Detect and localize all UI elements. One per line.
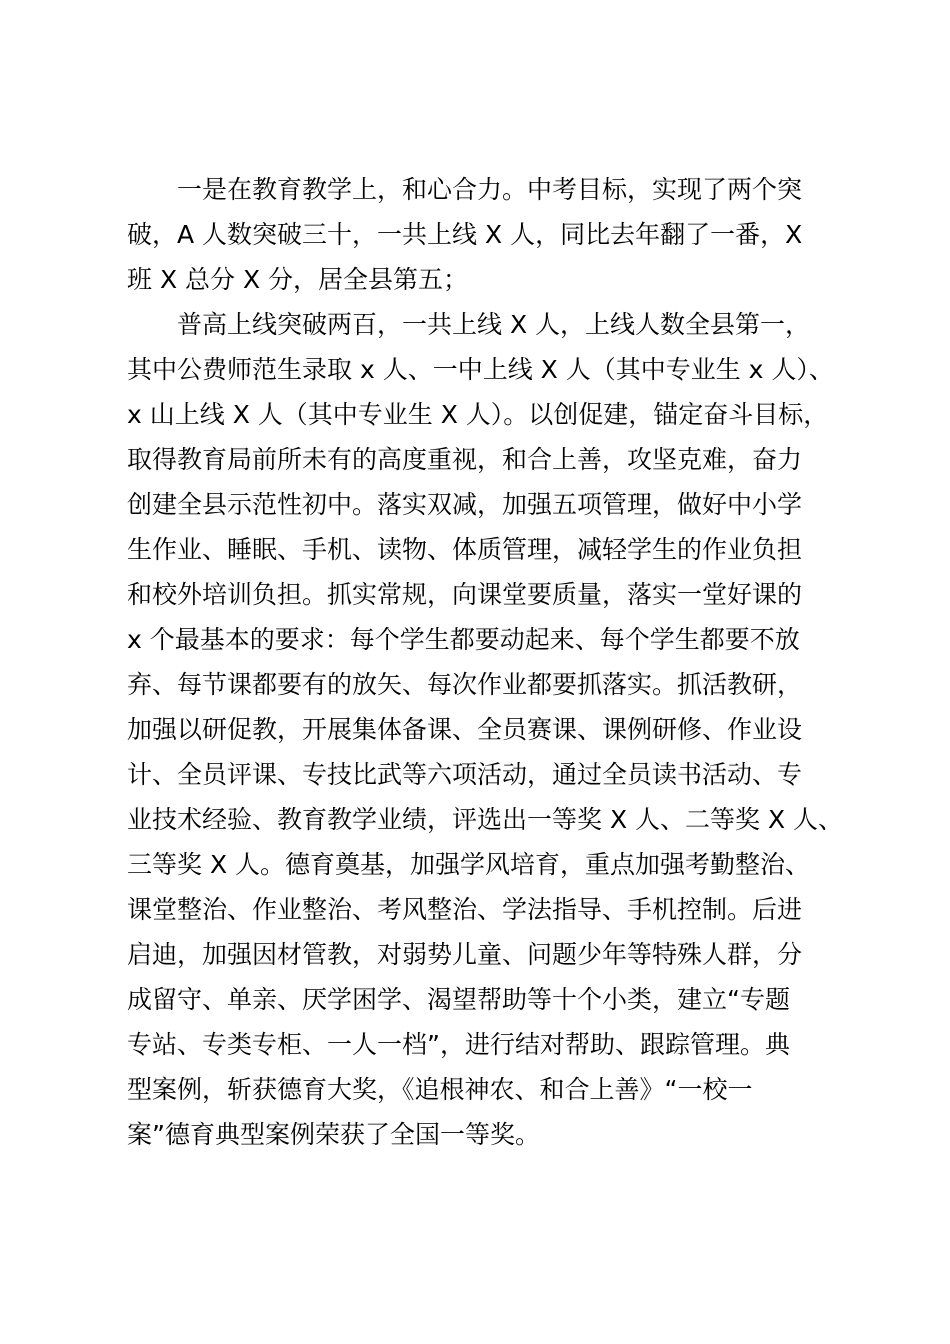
text-line: 课堂整治、作业整治、考风整治、学法指导、手机控制。后进 — [127, 895, 803, 924]
text-line: 取得教育局前所未有的高度重视，和合上善，攻坚克难，奋力 — [127, 445, 803, 474]
text-line: 启迪，加强因材管教，对弱势儿童、问题少年等特殊人群，分 — [127, 940, 803, 969]
text-line: 其中公费师范生录取 x 人、一中上线 X 人（其中专业生 x 人）、 — [127, 355, 834, 384]
text-line: x 个最基本的要求：每个学生都要动起来、每个学生都要不放 — [127, 625, 800, 654]
paragraph-education-goals — [127, 167, 867, 302]
text-line: 一是在教育教学上，和心合力。中考目标，实现了两个突 — [177, 175, 803, 204]
text-line: 业技术经验、教育教学业绩，评选出一等奖 X 人、二等奖 X 人、 — [127, 805, 844, 834]
document-body — [127, 167, 867, 1157]
paragraph-achievements — [127, 302, 867, 1157]
text-line: 案”德育典型案例荣获了全国一等奖。 — [127, 1120, 540, 1149]
text-line: 三等奖 X 人。德育奠基，加强学风培育，重点加强考勤整治、 — [127, 850, 811, 879]
text-line: 班 X 总分 X 分，居全县第五； — [127, 265, 469, 294]
text-line: 生作业、睡眠、手机、读物、体质管理，减轻学生的作业负担 — [127, 535, 803, 564]
text-line: 创建全县示范性初中。落实双减，加强五项管理，做好中小学 — [127, 490, 803, 519]
text-line: 加强以研促教，开展集体备课、全员赛课、课例研修、作业设 — [127, 715, 803, 744]
text-line: 型案例，斩获德育大奖，《追根神农、和合上善》“一校一 — [127, 1075, 753, 1104]
text-line: 计、全员评课、专技比武等六项活动，通过全员读书活动、专 — [127, 760, 803, 789]
text-line: 破，A 人数突破三十，一共上线 X 人，同比去年翻了一番，X — [127, 220, 803, 249]
text-line: 弃、每节课都要有的放矢、每次作业都要抓落实。抓活教研， — [127, 670, 803, 699]
text-line: 和校外培训负担。抓实常规，向课堂要质量，落实一堂好课的 — [127, 580, 803, 609]
text-line: 成留守、单亲、厌学困学、渴望帮助等十个小类，建立“专题 — [127, 985, 790, 1014]
text-line: 专站、专类专柜、一人一档”，进行结对帮助、跟踪管理。典 — [127, 1030, 790, 1059]
text-line: 普高上线突破两百，一共上线 X 人，上线人数全县第一， — [177, 310, 811, 339]
text-line: x 山上线 X 人（其中专业生 X 人）。以创促建，锚定奋斗目标， — [127, 400, 829, 429]
